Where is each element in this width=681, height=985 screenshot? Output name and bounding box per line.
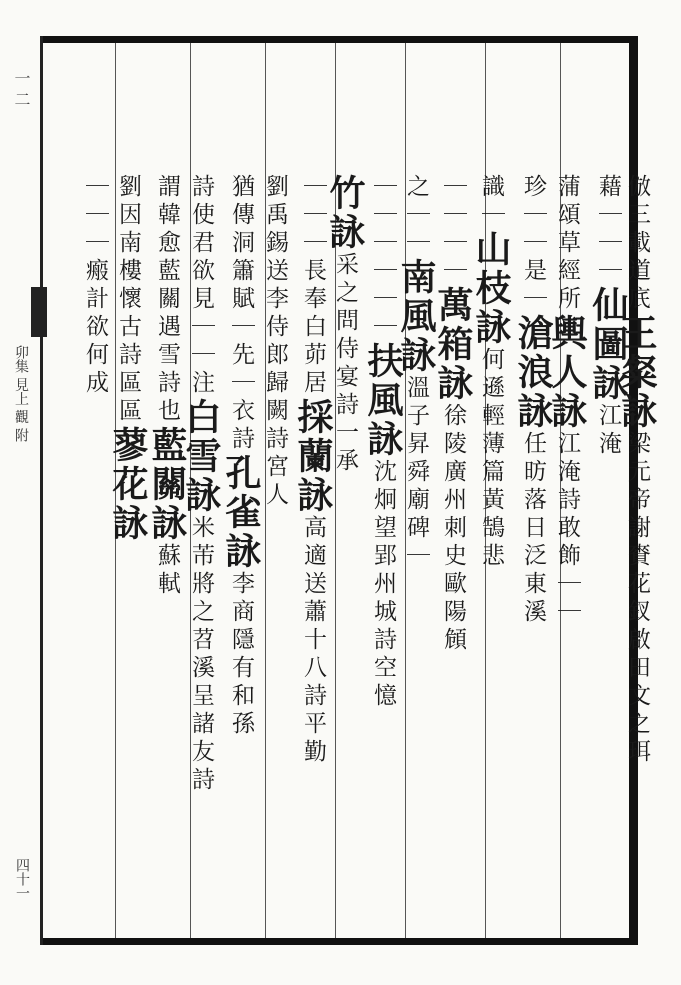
top-border-rule [40,36,638,43]
column-text: 江淹 [595,403,621,459]
entry-title: 萬箱詠 [432,286,474,403]
edge-marks: 一 二 [12,70,31,108]
column-text: ｜｜｜長奉白茆居 [300,174,326,398]
text-column [50,50,140,930]
entry-title: 仙圖詠 [587,286,629,403]
column-text: 徐陵廣州刺史歐陽頠 [440,403,466,655]
entry-title: 藍關詠 [146,426,188,543]
column-text: 倣三載道㡳 [624,174,650,314]
entry-title: 蓼花詠 [107,426,149,543]
column-text: 米芾將之苕溪呈諸友詩 [188,515,214,795]
column-text: 任昉落日泛東溪 [520,431,546,627]
entry-title: 南風詠 [395,258,437,375]
entry-title: 山枝詠 [470,230,512,347]
column-text: 劉因南樓懷古詩區區 [115,174,141,426]
column-text: 采之問侍宴詩一承 [332,252,358,476]
column-text: 珍｜｜是｜ [520,174,546,314]
column-text: 蒲頌草經所 [554,174,580,314]
page-number: 四十一 [14,858,30,900]
column-text: 高適送蕭十八詩平勤 [300,515,326,767]
column-text: 猶傳洞簫賦｜先｜衣詩 [228,174,254,454]
entry-title: 扶風詠 [362,342,404,459]
entry-title: 輿人詠 [546,314,588,431]
entry-title: 採蘭詠 [292,398,334,515]
column-text: 識｜ [478,174,504,230]
column-text: 何遜輕薄篇黃鵠悲 [478,347,504,571]
column-text: 之｜｜ [403,174,429,258]
column-text: 詩使君欲見｜｜注 [188,174,214,398]
column-text: 劉禹錫送李侍郎歸闕詩宮人 [262,174,288,510]
entry-title: 王粲詠 [616,314,658,431]
entry-title: 白雪詠 [180,398,222,515]
column-text: 蘇軾 [154,543,180,599]
bottom-border-rule [40,938,638,945]
column-text: 沈炯望郢州城詩空憶 [370,459,396,711]
entry-title: 孔雀詠 [220,454,262,571]
side-label: 卯集 見上 觀 附 [13,345,29,443]
column-text: 江淹詩敢飾｜｜ [554,431,580,627]
entry-title: 竹詠 [324,174,366,252]
column-text: ｜｜｜｜ [440,174,466,286]
column-text: 梁元帝謝賚花釵啟田文之珥 [624,431,650,767]
left-border-rule [40,36,43,945]
column-text: 溫子昇舜廟碑｜ [403,375,429,571]
entry-title: 滄浪詠 [512,314,554,431]
column-text: 藉｜｜｜ [595,174,621,286]
column-text: ｜｜｜｜｜｜ [370,174,396,342]
column-text: 李商隱有和孫 [228,571,254,739]
column-text: ｜｜｜瘢計欲何成 [82,174,108,398]
column-text: 謂韓愈藍關遇雪詩也 [154,174,180,426]
fishtail-mark [31,287,47,337]
